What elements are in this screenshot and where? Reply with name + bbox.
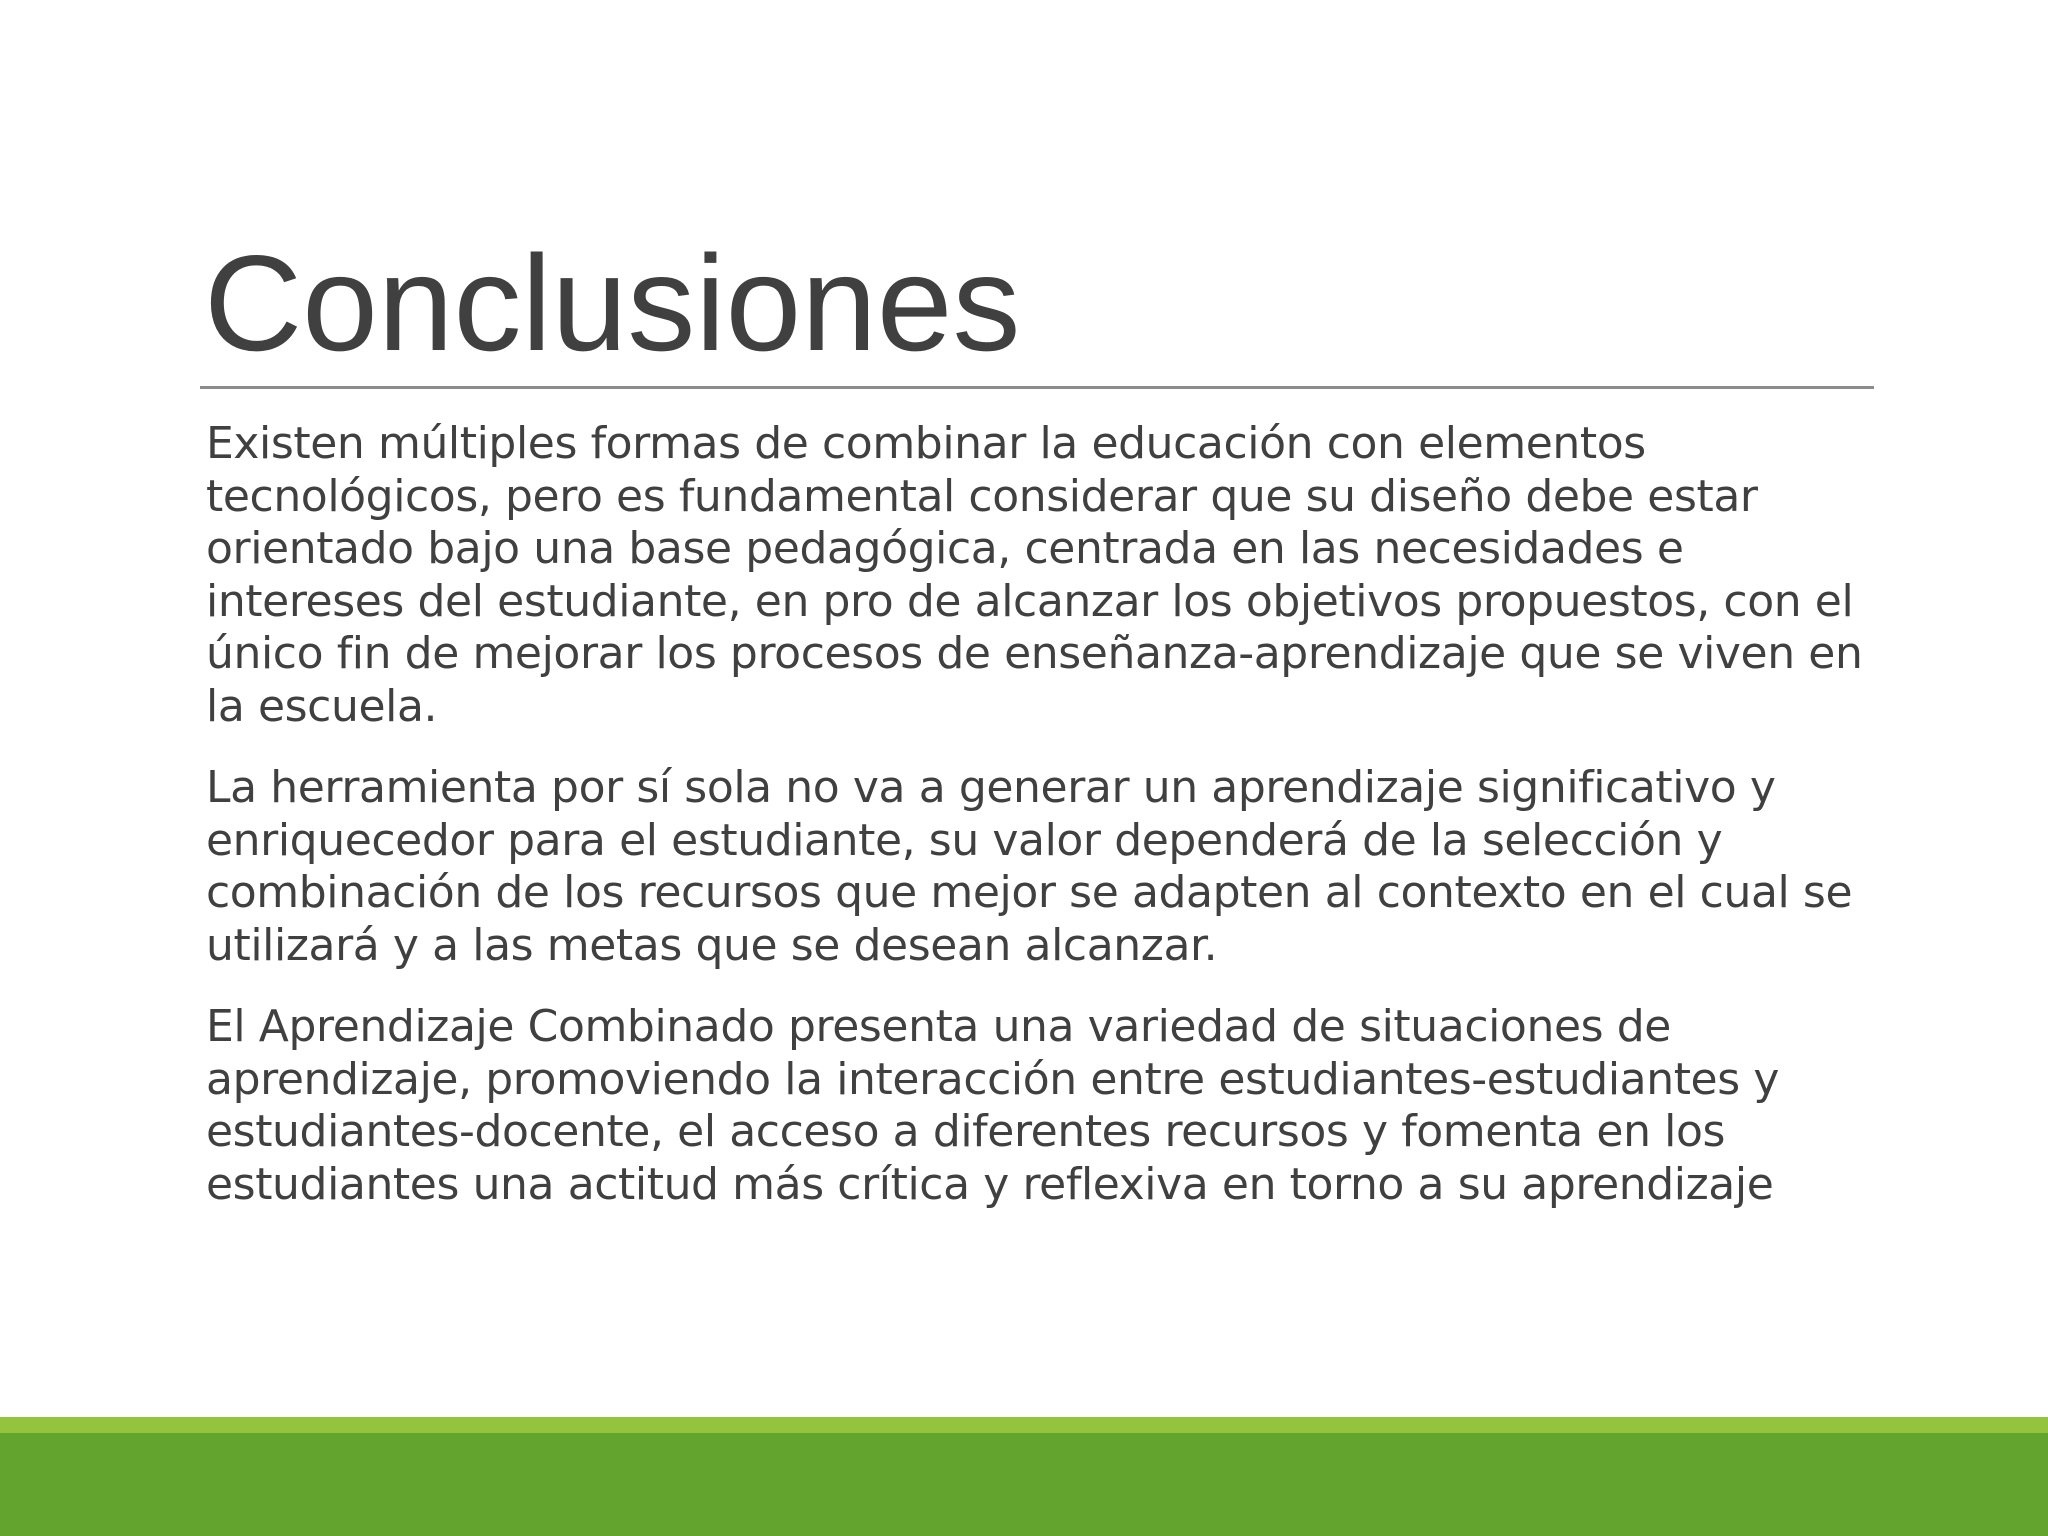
paragraph: El Aprendizaje Combinado presenta una variedad de situaciones de aprendizaje, promoviendo la interacción entre estudiantes-estudiantes y estudiantes-docente, el acceso a diferentes recursos y fomenta en los estudiantes una actitud más crítica y reflexiva en torno a su aprendizaje [206,1001,1779,1210]
title-divider [200,386,1874,389]
slide-title: Conclusiones [204,227,1021,379]
slide-body [206,418,1886,1240]
footer-accent-stripe [0,1417,2048,1433]
paragraph: Existen múltiples formas de combinar la educación con elementos tecnológicos, pero es fundamental considerar que su diseño debe estar orientado bajo una base pedagógica, centrada en las necesidades e intereses del estudiante, en pro de alcanzar los objetivos propuestos, con el único fin de mejorar los procesos de enseñanza-aprendizaje que se viven en la escuela. [206,418,1863,732]
paragraph: La herramienta por sí sola no va a generar un aprendizaje significativo y enriquecedor para el estudiante, su valor dependerá de la selección y combinación de los recursos que mejor se adapten al contexto en el cual se utilizará y a las metas que se desean alcanzar. [206,762,1853,971]
footer-band [0,1433,2048,1536]
